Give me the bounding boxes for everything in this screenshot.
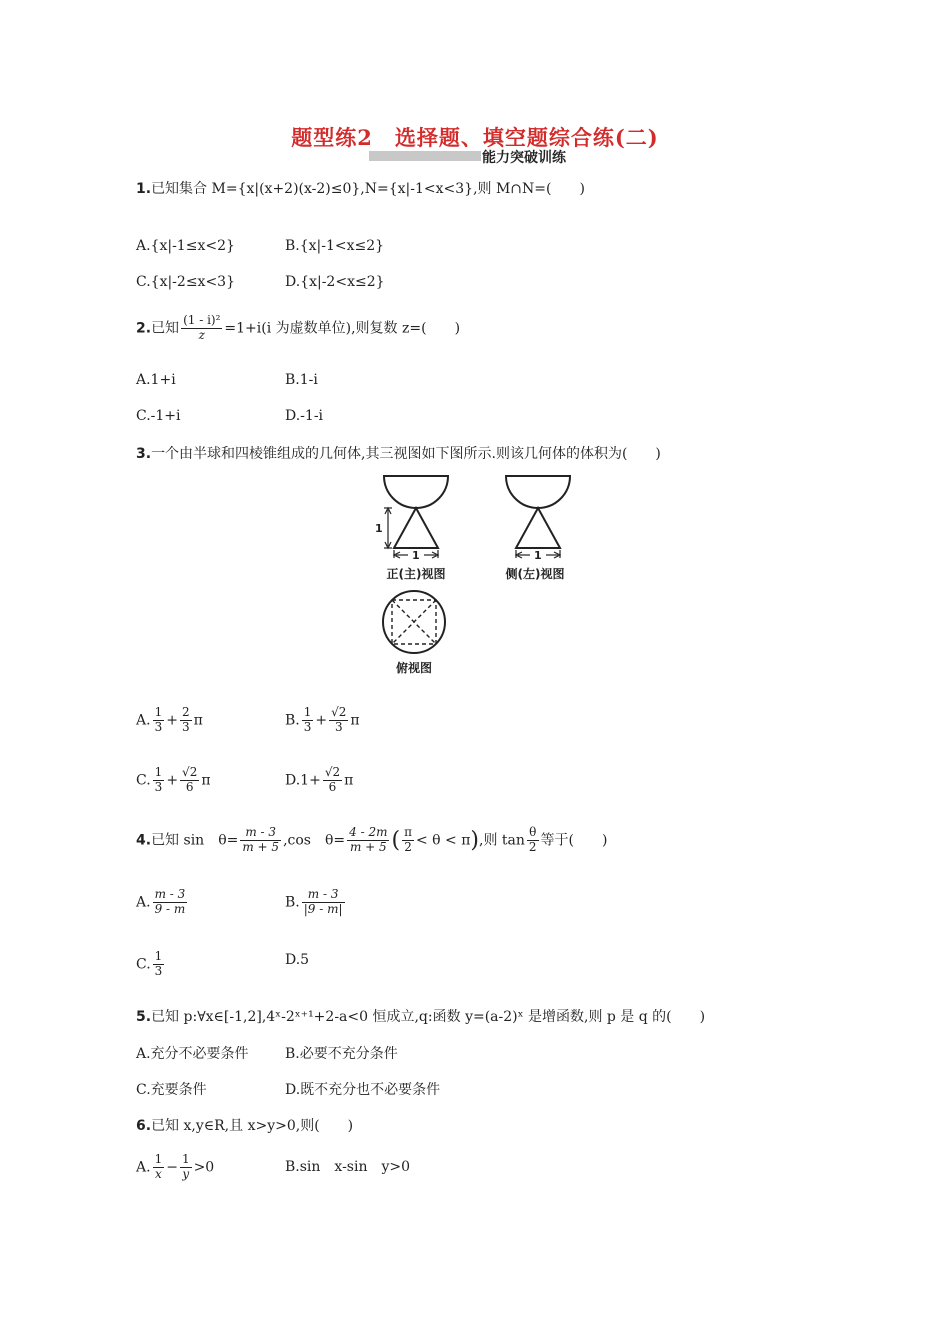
fraction-numerator: m - 3	[240, 826, 281, 841]
q5-option-b[interactable]: B.必要不充分条件	[285, 1046, 398, 1062]
fraction-denominator: z	[198, 327, 205, 342]
fraction	[323, 766, 342, 795]
page-title: 题型练2 选择题、填空题综合练(二)	[291, 125, 659, 150]
fraction	[181, 314, 222, 343]
side-hemisphere	[506, 476, 570, 508]
option-prefix: C.	[136, 772, 151, 789]
question-3	[136, 443, 661, 463]
option-prefix: A.	[136, 712, 151, 729]
question-2	[136, 314, 460, 343]
three-view-figure	[370, 470, 590, 680]
fraction-numerator: 1	[303, 705, 312, 719]
fraction-numerator: 1	[154, 949, 163, 963]
option-tail: >0	[193, 1159, 215, 1176]
fraction	[527, 826, 539, 855]
page-subtitle: 能力突破训练	[482, 150, 566, 166]
fraction	[153, 766, 165, 795]
fraction	[402, 826, 414, 855]
height-label: 1	[375, 522, 383, 535]
q4-option-a[interactable]	[136, 888, 189, 917]
fraction-numerator: 1	[154, 705, 163, 719]
fraction-numerator: √2	[182, 765, 198, 779]
q2-option-b[interactable]: B.1-i	[285, 372, 318, 388]
fraction-numerator: 4 - 2m	[349, 825, 388, 839]
fraction-numerator: 2	[181, 705, 190, 719]
fraction-denominator: 2	[528, 839, 537, 854]
fraction-numerator: θ	[527, 826, 539, 841]
fraction	[302, 706, 314, 735]
operator: +	[315, 712, 328, 729]
question-number: 5.	[136, 1009, 152, 1025]
fraction-denominator: 3	[154, 779, 163, 794]
fraction	[153, 1153, 165, 1182]
q1-option-a[interactable]: A.{x|-1≤x<2}	[136, 238, 235, 254]
fraction	[180, 706, 192, 735]
q1-option-d[interactable]: D.{x|-2<x≤2}	[285, 274, 385, 290]
q5-option-a[interactable]: A.充分不必要条件	[136, 1046, 249, 1062]
side-view-label: 侧(左)视图	[505, 567, 565, 581]
side-width-label: 1	[534, 549, 542, 562]
option-prefix: A.	[136, 894, 151, 911]
question-number: 1.	[136, 181, 152, 197]
fraction-denominator: m + 5	[242, 839, 280, 854]
question-stem: 一个由半球和四棱锥组成的几何体,其三视图如下图所示.则该几何体的体积为( )	[151, 446, 661, 462]
paren: (	[391, 827, 401, 853]
question-stem-prefix: 已知	[151, 320, 180, 337]
question-5	[136, 1006, 705, 1026]
fraction-numerator: 1	[154, 765, 163, 779]
fraction-denominator: |9 - m|	[303, 901, 343, 916]
question-number: 6.	[136, 1118, 152, 1134]
fraction-numerator: √2	[324, 765, 341, 779]
fraction	[180, 1153, 192, 1182]
fraction	[153, 888, 188, 917]
side-cone	[516, 508, 560, 548]
question-4	[136, 826, 607, 855]
fraction-numerator: m - 3	[302, 888, 345, 903]
top-view-label: 俯视图	[395, 661, 433, 675]
fraction	[240, 826, 281, 855]
stem-part: 等于( )	[540, 832, 608, 849]
option-prefix: D.1+	[285, 772, 321, 789]
fraction-denominator: 3	[334, 719, 343, 734]
pi-symbol: π	[193, 712, 203, 729]
fraction-denominator: 6	[328, 779, 337, 794]
fraction-numerator: 1	[154, 1152, 163, 1166]
fraction-denominator: 2	[404, 839, 412, 854]
question-stem-suffix: =1+i(i 为虚数单位),则复数 z=( )	[224, 320, 461, 337]
question-stem: 已知 p:∀x∈[-1,2],4ˣ-2ˣ⁺¹+2-a<0 恒成立,q:函数 y=(a-2)ˣ 是增函数,则 p 是 q 的( )	[151, 1009, 706, 1025]
operator: +	[166, 772, 179, 789]
question-1	[136, 178, 585, 198]
q2-option-c[interactable]: C.-1+i	[136, 408, 181, 424]
stem-part: ,则 tan	[479, 832, 525, 849]
option-prefix: B.	[285, 894, 300, 911]
fraction-denominator: x	[154, 1166, 162, 1181]
stem-part: ,cos θ=	[283, 832, 346, 849]
q4-option-b[interactable]	[285, 888, 347, 917]
q5-option-d[interactable]: D.既不充分也不必要条件	[285, 1082, 441, 1098]
option-prefix: A.	[136, 1159, 151, 1176]
q6-option-a[interactable]	[136, 1153, 214, 1182]
q3-option-b[interactable]	[285, 706, 360, 735]
question-number: 2.	[136, 320, 152, 337]
top-dashed-square	[392, 600, 436, 644]
front-width-label: 1	[412, 549, 420, 562]
fraction-denominator: 3	[181, 719, 190, 734]
fraction-denominator: m + 5	[349, 839, 387, 854]
fraction	[329, 706, 348, 735]
fraction-denominator: 6	[185, 779, 194, 794]
fraction	[180, 766, 199, 795]
fraction	[302, 888, 345, 917]
fraction-denominator: 3	[154, 963, 163, 978]
fraction	[347, 826, 389, 855]
front-view-label: 正(主)视图	[386, 567, 446, 581]
q3-option-a[interactable]	[136, 706, 203, 735]
front-cone	[394, 508, 438, 548]
fraction-denominator: 9 - m	[154, 901, 186, 916]
pi-symbol: π	[201, 772, 211, 789]
fraction-denominator: 3	[154, 719, 163, 734]
q3-option-d[interactable]	[285, 766, 353, 795]
option-prefix: C.	[136, 956, 151, 973]
q6-option-b[interactable]: B.sin x-sin y>0	[285, 1159, 411, 1175]
fraction	[153, 950, 165, 979]
question-number: 4.	[136, 832, 152, 849]
q2-option-a[interactable]: A.1+i	[136, 372, 176, 388]
operator: −	[166, 1159, 178, 1176]
option-prefix: B.	[285, 712, 300, 729]
q1-option-b[interactable]: B.{x|-1<x≤2}	[285, 238, 385, 254]
fraction-denominator: y	[182, 1166, 190, 1181]
stem-part: < θ < π	[415, 832, 471, 849]
question-stem: 已知 x,y∈R,且 x>y>0,则( )	[151, 1118, 354, 1134]
q4-option-c[interactable]	[136, 950, 166, 979]
q5-option-c[interactable]: C.充要条件	[136, 1082, 207, 1098]
fraction-denominator: 3	[303, 719, 312, 734]
fraction-numerator: 1	[181, 1152, 190, 1166]
fraction-numerator: (1 - i)²	[183, 313, 221, 327]
fraction	[153, 706, 165, 735]
question-number: 3.	[136, 446, 152, 462]
q1-option-c[interactable]: C.{x|-2≤x<3}	[136, 274, 235, 290]
q3-option-c[interactable]	[136, 766, 211, 795]
paren: )	[470, 827, 480, 853]
question-6	[136, 1115, 353, 1135]
pi-symbol: π	[344, 772, 354, 789]
question-stem: 已知集合 M={x|(x+2)(x-2)≤0},N={x|-1<x<3},则 M∩N=( )	[151, 181, 585, 197]
fraction-numerator: m - 3	[154, 887, 186, 901]
operator: +	[166, 712, 178, 729]
fraction-numerator: √2	[331, 705, 347, 719]
q4-option-d[interactable]: D.5	[285, 952, 310, 968]
front-hemisphere	[384, 476, 448, 508]
fraction-numerator: π	[404, 825, 412, 839]
q2-option-d[interactable]: D.-1-i	[285, 408, 324, 424]
stem-part: 已知 sin θ=	[151, 832, 239, 849]
pi-symbol: π	[350, 712, 360, 729]
subtitle-bar	[369, 151, 481, 161]
